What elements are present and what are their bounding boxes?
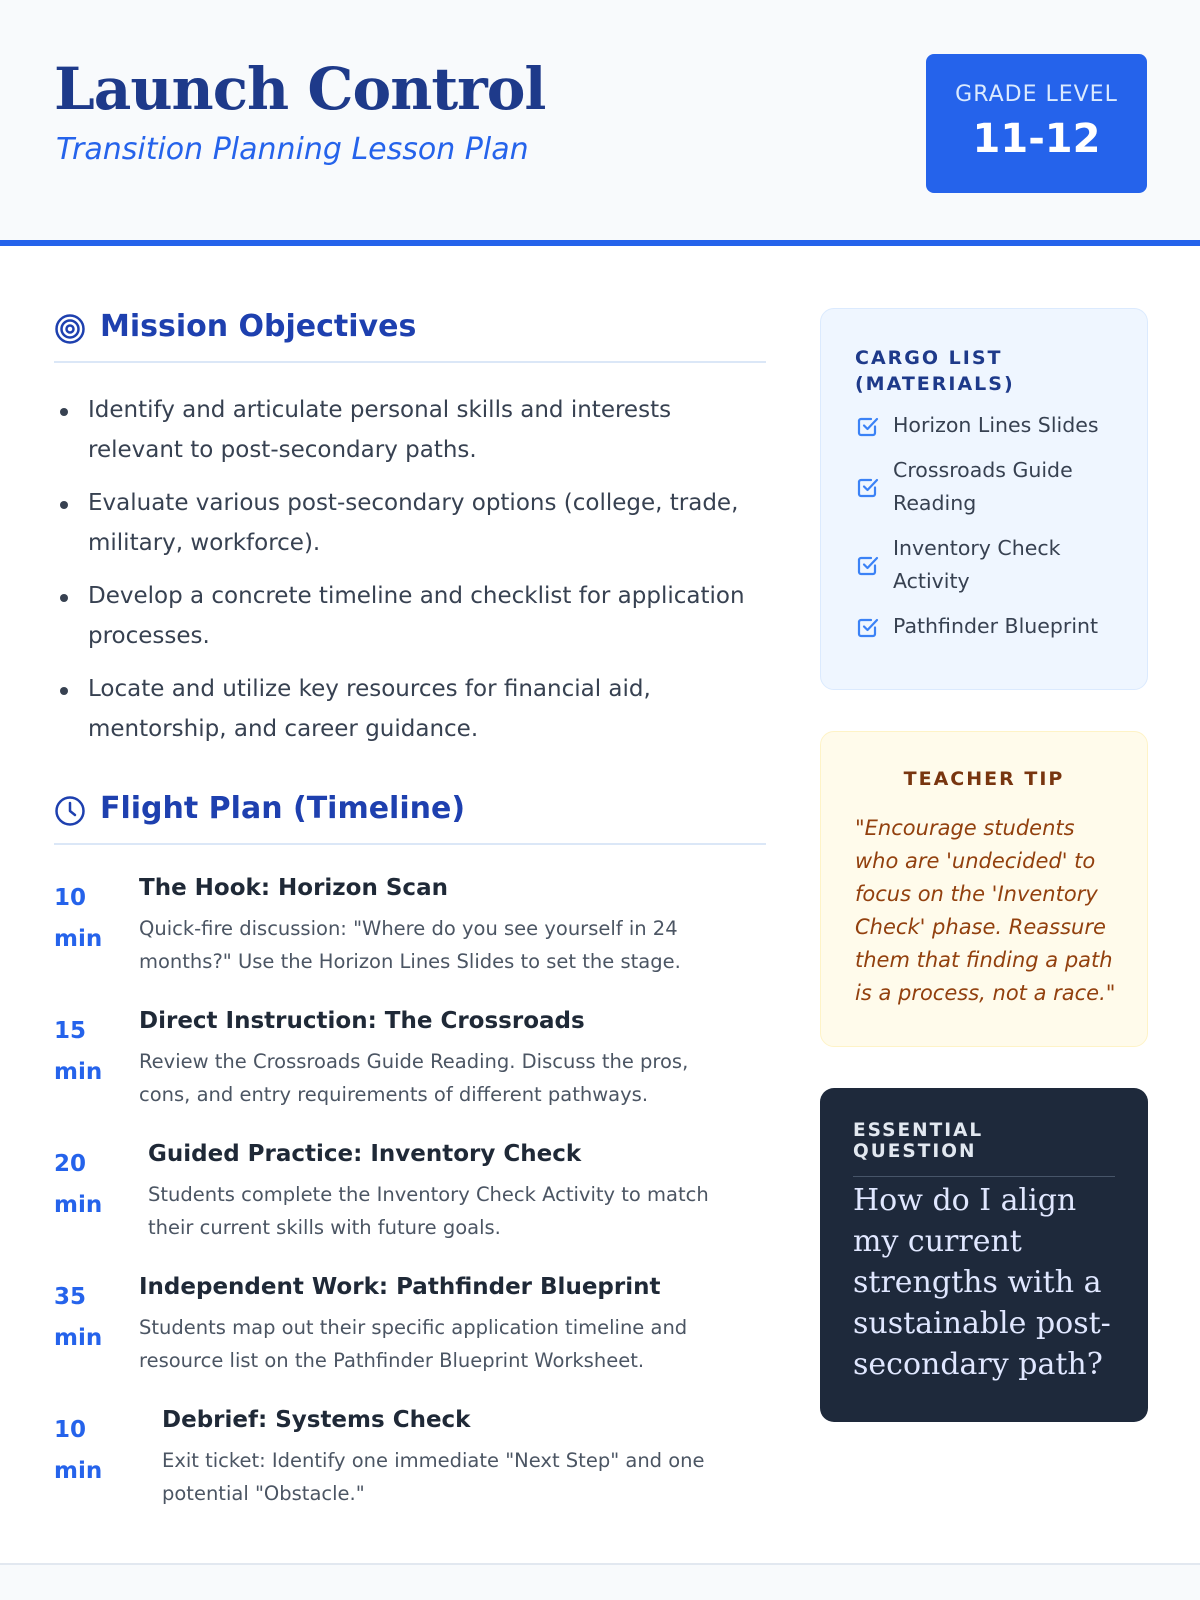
list-item [855,610,1135,643]
list-item: Identify and articulate personal skills and interests relevant to post-secondary paths. [54,390,766,470]
clock-icon [54,795,86,827]
teacher-tip-title: TEACHER TIP [903,768,1065,790]
page-footer [0,1563,1200,1600]
grade-level-label: GRADE LEVEL [955,82,1118,107]
objectives-list [54,390,766,762]
step-duration: 10 min [54,885,103,952]
checkbox-checked-icon [855,614,881,640]
grade-level-value: 11-12 [972,116,1101,162]
timeline-step [54,1138,766,1271]
checkbox-checked-icon [855,413,881,439]
material-label: Inventory Check Activity [893,536,1061,593]
checkbox-checked-icon [855,552,881,578]
teacher-tip-text: "Encourage students who are 'undecided' to focus on the 'Inventory Check' phase. Reassure them that finding a path is a process, not a race." [855,816,1116,1005]
timeline-list [54,872,766,1537]
checkbox-checked-icon [855,474,881,500]
essential-question-card [820,1088,1148,1422]
list-item [855,409,1135,442]
target-icon [54,313,86,345]
step-description: Students complete the Inventory Check Activity to match their current skills with future goals. [148,1183,709,1239]
cargo-list-title: CARGO LIST (MATERIALS) [855,347,1015,395]
teacher-tip-card [820,731,1148,1047]
step-description: Quick-fire discussion: "Where do you see yourself in 24 months?" Use the Horizon Lines Slides to set the stage. [139,917,681,973]
material-label: Horizon Lines Slides [893,413,1099,437]
page-title: Launch Control [54,55,546,123]
list-item [855,532,1135,598]
timeline-step [54,1404,766,1537]
grade-level-badge [926,54,1147,193]
step-duration: 15 min [54,1018,103,1085]
step-title: The Hook: Horizon Scan [139,875,448,901]
timeline-heading [54,789,766,845]
step-description: Review the Crossroads Guide Reading. Discuss the pros, cons, and entry requirements of different pathways. [139,1050,689,1106]
step-description: Exit ticket: Identify one immediate "Next Step" and one potential "Obstacle." [162,1449,705,1505]
objectives-heading-label: Mission Objectives [100,309,417,344]
step-title: Debrief: Systems Check [162,1407,471,1433]
objectives-heading [54,307,766,363]
timeline-step [54,1271,766,1404]
material-label: Crossroads Guide Reading [893,458,1073,515]
step-duration: 35 min [54,1284,103,1351]
step-title: Independent Work: Pathfinder Blueprint [139,1274,661,1300]
page-subtitle: Transition Planning Lesson Plan [56,132,529,167]
page-header [0,0,1200,246]
materials-list [855,409,1135,655]
timeline-step [54,1005,766,1138]
step-duration: 10 min [54,1417,103,1484]
list-item: Evaluate various post-secondary options (college, trade, military, workforce). [54,483,766,563]
material-label: Pathfinder Blueprint [893,614,1099,638]
step-description: Students map out their specific application timeline and resource list on the Pathfinder Blueprint Worksheet. [139,1316,688,1372]
step-title: Guided Practice: Inventory Check [148,1141,582,1167]
essential-question-title: ESSENTIAL QUESTION [853,1120,1115,1177]
list-item [855,454,1135,520]
timeline-heading-label: Flight Plan (Timeline) [100,791,466,826]
list-item: Locate and utilize key resources for financial aid, mentorship, and career guidance. [54,669,766,749]
step-title: Direct Instruction: The Crossroads [139,1008,585,1034]
list-item: Develop a concrete timeline and checklist for application processes. [54,576,766,656]
essential-question-text: How do I align my current strengths with a sustainable post-secondary path? [853,1183,1111,1382]
cargo-list-card [820,308,1148,690]
timeline-step [54,872,766,1005]
step-duration: 20 min [54,1151,103,1218]
